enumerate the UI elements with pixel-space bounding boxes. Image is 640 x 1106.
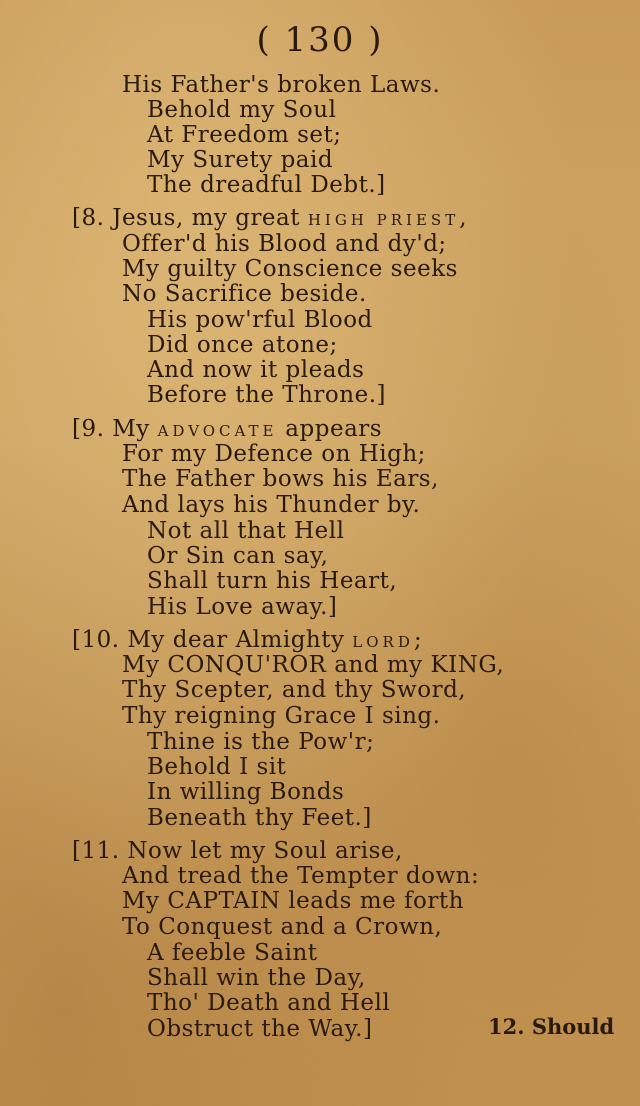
verse-line: The dreadful Debt.]	[147, 172, 386, 198]
verse-line: Tho' Death and Hell	[147, 990, 391, 1016]
verse-line: Thy reigning Grace I sing.	[122, 703, 441, 729]
verse-line: My guilty Conscience seeks	[122, 256, 458, 282]
verse-line: Thine is the Pow'r;	[147, 729, 375, 755]
verse-line: His pow'rful Blood	[147, 307, 373, 333]
small-caps-text: HIGH PRIEST	[307, 211, 460, 229]
verse-line: Beneath thy Feet.]	[147, 805, 372, 831]
verse-line: Behold my Soul	[147, 97, 337, 123]
verse-line: Thy Scepter, and thy Sword,	[122, 677, 467, 703]
verse-line: Obstruct the Way.]	[147, 1016, 373, 1042]
stanza-8-first-line: [8. Jesus, my great HIGH PRIEST,	[72, 205, 468, 231]
verse-line: No Sacrifice beside.	[122, 281, 367, 307]
verse-line: Offer'd his Blood and dy'd;	[122, 231, 447, 257]
verse-line: My CONQU'ROR and my KING,	[122, 652, 505, 678]
verse-line: His Father's broken Laws.	[122, 72, 441, 98]
verse-line: The Father bows his Ears,	[122, 466, 439, 492]
verse-line: And now it pleads	[147, 357, 365, 383]
verse-line: My CAPTAIN leads me forth	[122, 888, 464, 914]
catchword: 12. Should	[488, 1014, 615, 1039]
page-number-header: ( 130 )	[256, 20, 384, 60]
stanza-9-first-line: [9. My ADVOCATE appears	[72, 416, 383, 442]
verse-line: Not all that Hell	[147, 518, 345, 544]
verse-line: For my Defence on High;	[122, 441, 426, 467]
verse-line: Before the Throne.]	[147, 382, 386, 408]
verse-line: And lays his Thunder by.	[122, 492, 421, 518]
stanza-11-first-line: [11. Now let my Soul arise,	[72, 838, 403, 864]
verse-line: To Conquest and a Crown,	[122, 914, 443, 940]
verse-line: Behold I sit	[147, 754, 287, 780]
verse-line: In willing Bonds	[147, 779, 345, 805]
verse-line: A feeble Saint	[147, 940, 318, 966]
verse-line: My Surety paid	[147, 147, 334, 173]
verse-line: Or Sin can say,	[147, 543, 329, 569]
verse-line: Shall win the Day,	[147, 965, 366, 991]
verse-line: And tread the Tempter down:	[122, 863, 480, 889]
stanza-10-first-line: [10. My dear Almighty LORD;	[72, 627, 423, 653]
verse-line: His Love away.]	[147, 594, 338, 620]
small-caps-text: ADVOCATE	[157, 422, 278, 440]
verse-line: Shall turn his Heart,	[147, 568, 398, 594]
verse-line: Did once atone;	[147, 332, 338, 358]
verse-line: At Freedom set;	[147, 122, 342, 148]
small-caps-text: LORD	[352, 633, 414, 651]
